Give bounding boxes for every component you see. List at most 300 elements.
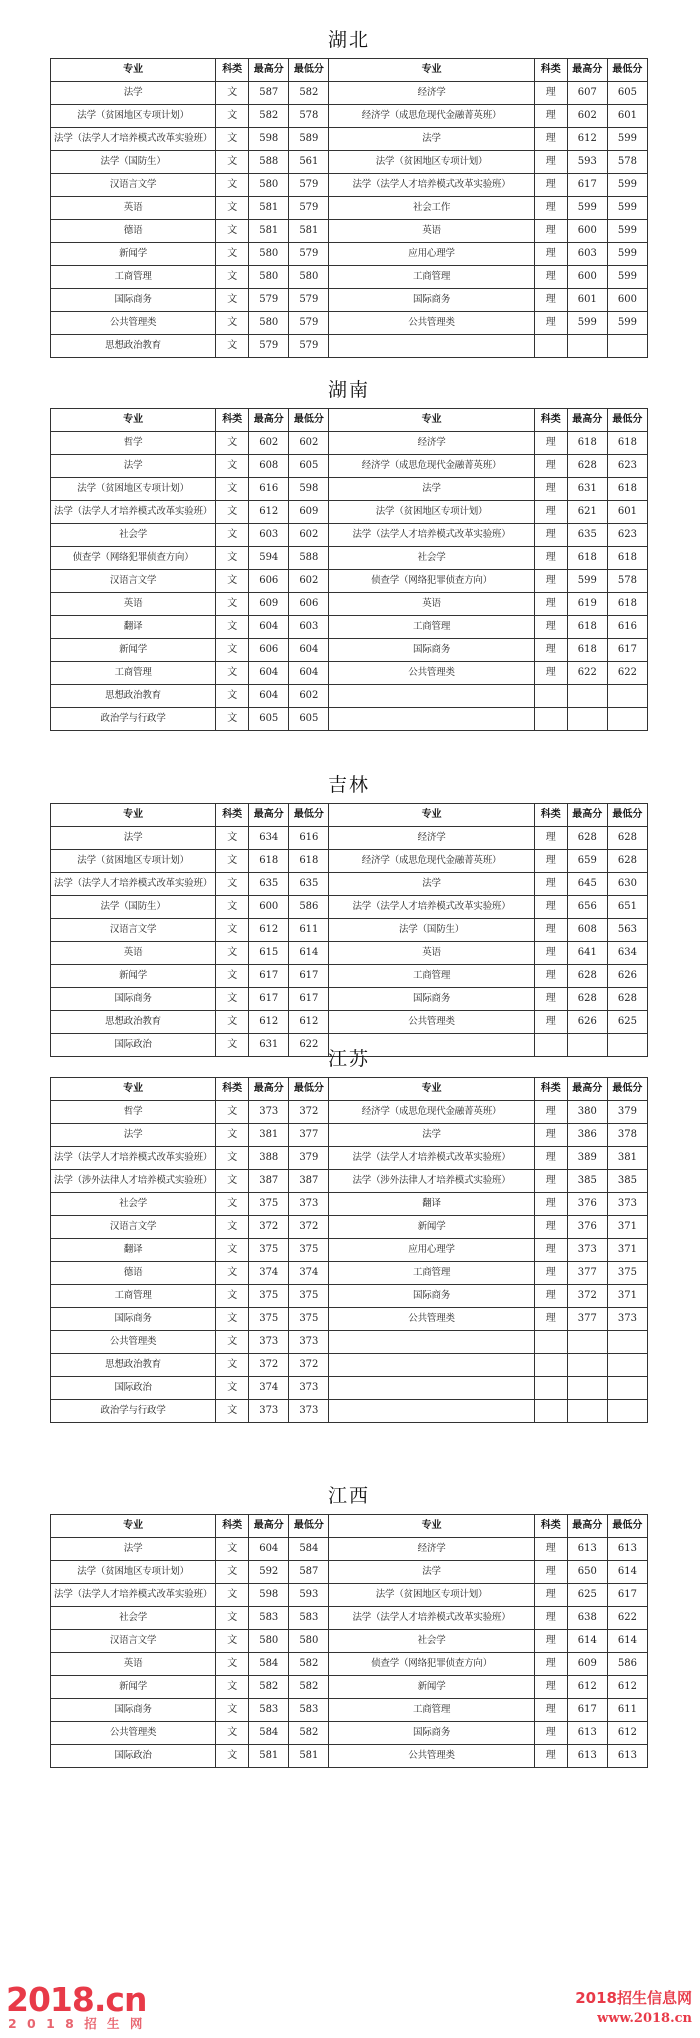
score-cell: 626 <box>607 965 647 988</box>
column-header: 最高分 <box>567 409 607 432</box>
table-row <box>51 1584 648 1607</box>
score-cell: 635 <box>567 524 607 547</box>
table-row <box>51 547 648 570</box>
major-cell: 法学（法学人才培养模式改革实验班） <box>329 1607 534 1630</box>
score-cell: 612 <box>567 1676 607 1699</box>
major-cell: 国际商务 <box>329 289 534 312</box>
score-cell: 385 <box>567 1170 607 1193</box>
major-cell: 法学 <box>329 1124 534 1147</box>
province-section <box>50 28 648 351</box>
category-cell: 文 <box>216 1239 249 1262</box>
score-cell: 617 <box>249 965 289 988</box>
major-cell: 社会学 <box>51 524 216 547</box>
score-cell: 612 <box>249 501 289 524</box>
category-cell: 理 <box>534 82 567 105</box>
major-cell: 法学 <box>51 827 216 850</box>
score-cell: 635 <box>289 873 329 896</box>
table-row <box>51 1630 648 1653</box>
score-cell: 579 <box>289 243 329 266</box>
category-cell: 理 <box>534 1262 567 1285</box>
score-cell: 600 <box>249 896 289 919</box>
major-cell: 法学（涉外法律人才培养模式实验班） <box>51 1170 216 1193</box>
major-cell: 国际政治 <box>51 1034 216 1057</box>
score-cell: 374 <box>289 1262 329 1285</box>
category-cell: 文 <box>216 197 249 220</box>
table-row <box>51 1124 648 1147</box>
category-cell: 理 <box>534 662 567 685</box>
category-cell <box>534 1400 567 1423</box>
score-cell: 628 <box>607 827 647 850</box>
score-cell: 604 <box>289 662 329 685</box>
score-cell: 579 <box>289 289 329 312</box>
major-cell: 国际商务 <box>329 988 534 1011</box>
column-header: 最低分 <box>607 59 647 82</box>
table-row <box>51 1170 648 1193</box>
score-cell: 619 <box>567 593 607 616</box>
score-cell: 561 <box>289 151 329 174</box>
score-cell: 635 <box>249 873 289 896</box>
category-cell: 文 <box>216 1285 249 1308</box>
category-cell: 理 <box>534 547 567 570</box>
column-header: 最高分 <box>249 1078 289 1101</box>
logo-text: 2018.cn <box>6 1980 147 2019</box>
score-cell: 377 <box>567 1262 607 1285</box>
score-cell: 381 <box>607 1147 647 1170</box>
column-header: 科类 <box>534 409 567 432</box>
major-cell: 法学（法学人才培养模式改革实验班） <box>329 524 534 547</box>
major-cell: 公共管理类 <box>329 1011 534 1034</box>
score-cell: 604 <box>249 616 289 639</box>
score-cell: 599 <box>607 174 647 197</box>
score-cell: 389 <box>567 1147 607 1170</box>
major-cell: 新闻学 <box>329 1216 534 1239</box>
score-table <box>50 408 648 731</box>
column-header: 专业 <box>329 804 534 827</box>
category-cell: 文 <box>216 128 249 151</box>
category-cell: 文 <box>216 82 249 105</box>
score-cell: 584 <box>249 1722 289 1745</box>
category-cell: 理 <box>534 1011 567 1034</box>
major-cell: 社会学 <box>51 1607 216 1630</box>
category-cell: 理 <box>534 1308 567 1331</box>
category-cell <box>534 708 567 731</box>
score-cell: 617 <box>567 174 607 197</box>
score-cell: 603 <box>289 616 329 639</box>
column-header: 专业 <box>51 1078 216 1101</box>
category-cell: 文 <box>216 896 249 919</box>
major-cell: 国际商务 <box>329 1285 534 1308</box>
score-cell: 589 <box>289 128 329 151</box>
table-row <box>51 1722 648 1745</box>
score-cell: 375 <box>289 1285 329 1308</box>
major-cell <box>329 708 534 731</box>
major-cell: 新闻学 <box>51 639 216 662</box>
score-cell: 599 <box>567 197 607 220</box>
score-cell <box>567 708 607 731</box>
major-cell: 侦查学（网络犯罪侦查方向） <box>329 570 534 593</box>
category-cell: 文 <box>216 662 249 685</box>
column-header: 最低分 <box>607 1078 647 1101</box>
major-cell: 法学（法学人才培养模式改革实验班） <box>51 501 216 524</box>
major-cell: 新闻学 <box>329 1676 534 1699</box>
score-cell: 587 <box>249 82 289 105</box>
table-header-row <box>51 1515 648 1538</box>
major-cell: 工商管理 <box>329 616 534 639</box>
score-cell <box>607 1331 647 1354</box>
score-cell: 599 <box>607 197 647 220</box>
score-cell: 621 <box>567 501 607 524</box>
major-cell: 英语 <box>51 593 216 616</box>
score-cell: 606 <box>249 570 289 593</box>
category-cell: 文 <box>216 1699 249 1722</box>
major-cell: 英语 <box>329 942 534 965</box>
major-cell: 思想政治教育 <box>51 1354 216 1377</box>
score-cell: 616 <box>289 827 329 850</box>
score-cell: 372 <box>249 1216 289 1239</box>
major-cell: 汉语言文学 <box>51 174 216 197</box>
score-cell: 588 <box>249 151 289 174</box>
category-cell: 文 <box>216 685 249 708</box>
major-cell: 翻译 <box>51 1239 216 1262</box>
score-cell: 582 <box>289 82 329 105</box>
category-cell: 理 <box>534 478 567 501</box>
score-cell: 605 <box>607 82 647 105</box>
score-cell: 618 <box>249 850 289 873</box>
table-row <box>51 662 648 685</box>
table-row <box>51 289 648 312</box>
major-cell: 法学（贫困地区专项计划） <box>329 501 534 524</box>
score-cell: 623 <box>607 455 647 478</box>
major-cell <box>329 685 534 708</box>
score-cell: 600 <box>567 220 607 243</box>
category-cell: 理 <box>534 896 567 919</box>
category-cell: 文 <box>216 1653 249 1676</box>
score-cell: 634 <box>607 942 647 965</box>
category-cell: 理 <box>534 1193 567 1216</box>
score-cell: 617 <box>289 965 329 988</box>
table-row <box>51 478 648 501</box>
major-cell: 国际商务 <box>329 639 534 662</box>
category-cell: 文 <box>216 1354 249 1377</box>
score-cell: 598 <box>249 1584 289 1607</box>
category-cell <box>534 1354 567 1377</box>
score-cell: 617 <box>607 639 647 662</box>
table-row <box>51 639 648 662</box>
score-cell: 608 <box>567 919 607 942</box>
score-cell: 609 <box>289 501 329 524</box>
major-cell <box>329 1400 534 1423</box>
category-cell: 理 <box>534 1216 567 1239</box>
major-cell: 社会学 <box>329 547 534 570</box>
score-cell: 604 <box>249 1538 289 1561</box>
major-cell <box>329 1331 534 1354</box>
category-cell: 文 <box>216 850 249 873</box>
major-cell: 应用心理学 <box>329 243 534 266</box>
table-row <box>51 1745 648 1768</box>
score-table <box>50 58 648 358</box>
score-cell: 373 <box>607 1193 647 1216</box>
score-cell: 579 <box>249 289 289 312</box>
score-cell: 601 <box>607 501 647 524</box>
score-cell: 579 <box>289 174 329 197</box>
major-cell: 社会学 <box>329 1630 534 1653</box>
table-row <box>51 1308 648 1331</box>
score-cell: 373 <box>289 1331 329 1354</box>
score-cell: 373 <box>289 1377 329 1400</box>
category-cell: 理 <box>534 965 567 988</box>
category-cell: 理 <box>534 1653 567 1676</box>
major-cell: 法学 <box>51 82 216 105</box>
category-cell: 理 <box>534 1607 567 1630</box>
score-cell: 656 <box>567 896 607 919</box>
table-row <box>51 1216 648 1239</box>
score-cell: 373 <box>249 1101 289 1124</box>
major-cell: 法学（法学人才培养模式改革实验班） <box>51 128 216 151</box>
score-cell: 563 <box>607 919 647 942</box>
score-cell: 599 <box>567 312 607 335</box>
score-cell <box>567 1331 607 1354</box>
score-cell: 375 <box>249 1308 289 1331</box>
table-row <box>51 266 648 289</box>
column-header: 最高分 <box>249 1515 289 1538</box>
category-cell: 理 <box>534 988 567 1011</box>
category-cell: 文 <box>216 827 249 850</box>
table-row <box>51 616 648 639</box>
province-section <box>50 773 648 1050</box>
column-header: 科类 <box>216 409 249 432</box>
category-cell: 理 <box>534 105 567 128</box>
major-cell <box>329 335 534 358</box>
category-cell <box>534 1331 567 1354</box>
category-cell: 理 <box>534 827 567 850</box>
category-cell: 文 <box>216 988 249 1011</box>
score-cell: 645 <box>567 873 607 896</box>
score-cell: 614 <box>567 1630 607 1653</box>
category-cell: 理 <box>534 174 567 197</box>
category-cell: 文 <box>216 1584 249 1607</box>
score-cell: 611 <box>607 1699 647 1722</box>
table-row <box>51 988 648 1011</box>
table-row <box>51 312 648 335</box>
score-cell: 582 <box>289 1676 329 1699</box>
score-cell: 372 <box>249 1354 289 1377</box>
table-row <box>51 1699 648 1722</box>
score-cell: 628 <box>607 850 647 873</box>
table-row <box>51 593 648 616</box>
major-cell: 思想政治教育 <box>51 1011 216 1034</box>
score-cell: 579 <box>289 312 329 335</box>
score-cell <box>607 1377 647 1400</box>
site-logo <box>6 1980 166 2033</box>
score-cell <box>567 335 607 358</box>
score-cell: 650 <box>567 1561 607 1584</box>
major-cell: 法学（贫困地区专项计划） <box>51 478 216 501</box>
major-cell: 政治学与行政学 <box>51 1400 216 1423</box>
score-cell: 600 <box>607 289 647 312</box>
score-cell: 385 <box>607 1170 647 1193</box>
score-cell: 625 <box>607 1011 647 1034</box>
column-header: 最高分 <box>567 59 607 82</box>
score-cell: 601 <box>567 289 607 312</box>
score-cell: 583 <box>249 1607 289 1630</box>
logo-subtitle: 2 0 1 8 招 生 网 <box>8 2016 146 2031</box>
table-row <box>51 1285 648 1308</box>
category-cell: 理 <box>534 266 567 289</box>
major-cell: 经济学 <box>329 82 534 105</box>
category-cell: 文 <box>216 593 249 616</box>
column-header: 专业 <box>51 409 216 432</box>
category-cell: 理 <box>534 1630 567 1653</box>
major-cell: 哲学 <box>51 1101 216 1124</box>
category-cell: 文 <box>216 1745 249 1768</box>
score-cell: 618 <box>289 850 329 873</box>
category-cell: 文 <box>216 965 249 988</box>
score-cell: 373 <box>567 1239 607 1262</box>
category-cell: 文 <box>216 1101 249 1124</box>
score-cell: 617 <box>607 1584 647 1607</box>
major-cell: 法学（法学人才培养模式改革实验班） <box>329 896 534 919</box>
province-title: 江西 <box>327 1485 370 1507</box>
table-row <box>51 1193 648 1216</box>
score-cell: 592 <box>249 1561 289 1584</box>
score-cell: 598 <box>249 128 289 151</box>
score-cell: 372 <box>289 1101 329 1124</box>
major-cell: 法学（贫困地区专项计划） <box>51 850 216 873</box>
column-header: 最高分 <box>567 1078 607 1101</box>
category-cell: 文 <box>216 1377 249 1400</box>
category-cell: 理 <box>534 1285 567 1308</box>
major-cell: 法学 <box>51 1124 216 1147</box>
major-cell: 翻译 <box>329 1193 534 1216</box>
score-cell: 602 <box>289 432 329 455</box>
score-cell: 387 <box>289 1170 329 1193</box>
column-header: 科类 <box>216 1078 249 1101</box>
score-cell: 603 <box>567 243 607 266</box>
score-cell: 372 <box>567 1285 607 1308</box>
score-cell: 578 <box>607 570 647 593</box>
province-title: 湖南 <box>327 379 370 401</box>
category-cell: 理 <box>534 1101 567 1124</box>
score-cell: 581 <box>249 220 289 243</box>
score-cell: 388 <box>249 1147 289 1170</box>
score-cell: 580 <box>249 1630 289 1653</box>
score-cell: 583 <box>249 1699 289 1722</box>
column-header: 最低分 <box>607 1515 647 1538</box>
score-cell: 614 <box>607 1630 647 1653</box>
major-cell: 政治学与行政学 <box>51 708 216 731</box>
score-cell: 623 <box>607 524 647 547</box>
major-cell: 汉语言文学 <box>51 1630 216 1653</box>
score-cell: 622 <box>567 662 607 685</box>
category-cell: 理 <box>534 243 567 266</box>
column-header: 专业 <box>329 1515 534 1538</box>
category-cell: 文 <box>216 243 249 266</box>
score-cell: 616 <box>607 616 647 639</box>
major-cell <box>329 1377 534 1400</box>
score-cell: 609 <box>249 593 289 616</box>
major-cell: 经济学（成思危现代金融菁英班） <box>329 105 534 128</box>
table-row <box>51 501 648 524</box>
major-cell: 法学 <box>329 478 534 501</box>
table-row <box>51 82 648 105</box>
score-cell: 375 <box>249 1193 289 1216</box>
major-cell: 哲学 <box>51 432 216 455</box>
table-row <box>51 965 648 988</box>
category-cell: 文 <box>216 708 249 731</box>
score-cell: 605 <box>289 708 329 731</box>
score-table <box>50 803 648 1057</box>
score-cell: 578 <box>289 105 329 128</box>
score-cell: 375 <box>249 1239 289 1262</box>
score-cell: 613 <box>567 1745 607 1768</box>
table-row <box>51 105 648 128</box>
category-cell: 文 <box>216 942 249 965</box>
major-cell: 经济学 <box>329 432 534 455</box>
score-cell: 579 <box>289 335 329 358</box>
category-cell: 文 <box>216 478 249 501</box>
major-cell: 法学（贫困地区专项计划） <box>329 1584 534 1607</box>
score-cell: 613 <box>567 1538 607 1561</box>
column-header: 科类 <box>216 1515 249 1538</box>
score-cell: 634 <box>249 827 289 850</box>
category-cell: 理 <box>534 289 567 312</box>
major-cell: 公共管理类 <box>51 1722 216 1745</box>
category-cell: 文 <box>216 1676 249 1699</box>
score-cell: 375 <box>249 1285 289 1308</box>
score-cell: 605 <box>249 708 289 731</box>
table-row <box>51 1239 648 1262</box>
score-cell: 580 <box>249 312 289 335</box>
score-cell: 599 <box>607 266 647 289</box>
score-cell <box>567 1377 607 1400</box>
category-cell: 理 <box>534 1722 567 1745</box>
score-cell: 582 <box>249 1676 289 1699</box>
category-cell: 理 <box>534 128 567 151</box>
category-cell: 理 <box>534 919 567 942</box>
major-cell: 工商管理 <box>329 1699 534 1722</box>
column-header: 最低分 <box>289 409 329 432</box>
category-cell: 文 <box>216 174 249 197</box>
major-cell: 国际政治 <box>51 1745 216 1768</box>
major-cell: 法学（国防生） <box>329 919 534 942</box>
major-cell: 公共管理类 <box>329 662 534 685</box>
major-cell: 汉语言文学 <box>51 919 216 942</box>
score-cell: 602 <box>289 685 329 708</box>
score-cell: 612 <box>249 1011 289 1034</box>
major-cell: 英语 <box>329 593 534 616</box>
score-cell: 599 <box>607 312 647 335</box>
category-cell: 文 <box>216 501 249 524</box>
category-cell: 理 <box>534 1676 567 1699</box>
major-cell: 新闻学 <box>51 243 216 266</box>
score-cell: 617 <box>567 1699 607 1722</box>
category-cell: 文 <box>216 1170 249 1193</box>
score-table <box>50 1514 648 1768</box>
category-cell: 文 <box>216 1147 249 1170</box>
major-cell: 法学（法学人才培养模式改革实验班） <box>329 174 534 197</box>
score-cell: 374 <box>249 1377 289 1400</box>
category-cell: 文 <box>216 1193 249 1216</box>
category-cell: 理 <box>534 151 567 174</box>
score-cell: 614 <box>289 942 329 965</box>
column-header: 科类 <box>534 1515 567 1538</box>
column-header: 最低分 <box>289 59 329 82</box>
score-cell: 604 <box>289 639 329 662</box>
score-cell: 593 <box>567 151 607 174</box>
score-cell: 599 <box>607 128 647 151</box>
category-cell: 理 <box>534 501 567 524</box>
score-cell: 618 <box>607 547 647 570</box>
